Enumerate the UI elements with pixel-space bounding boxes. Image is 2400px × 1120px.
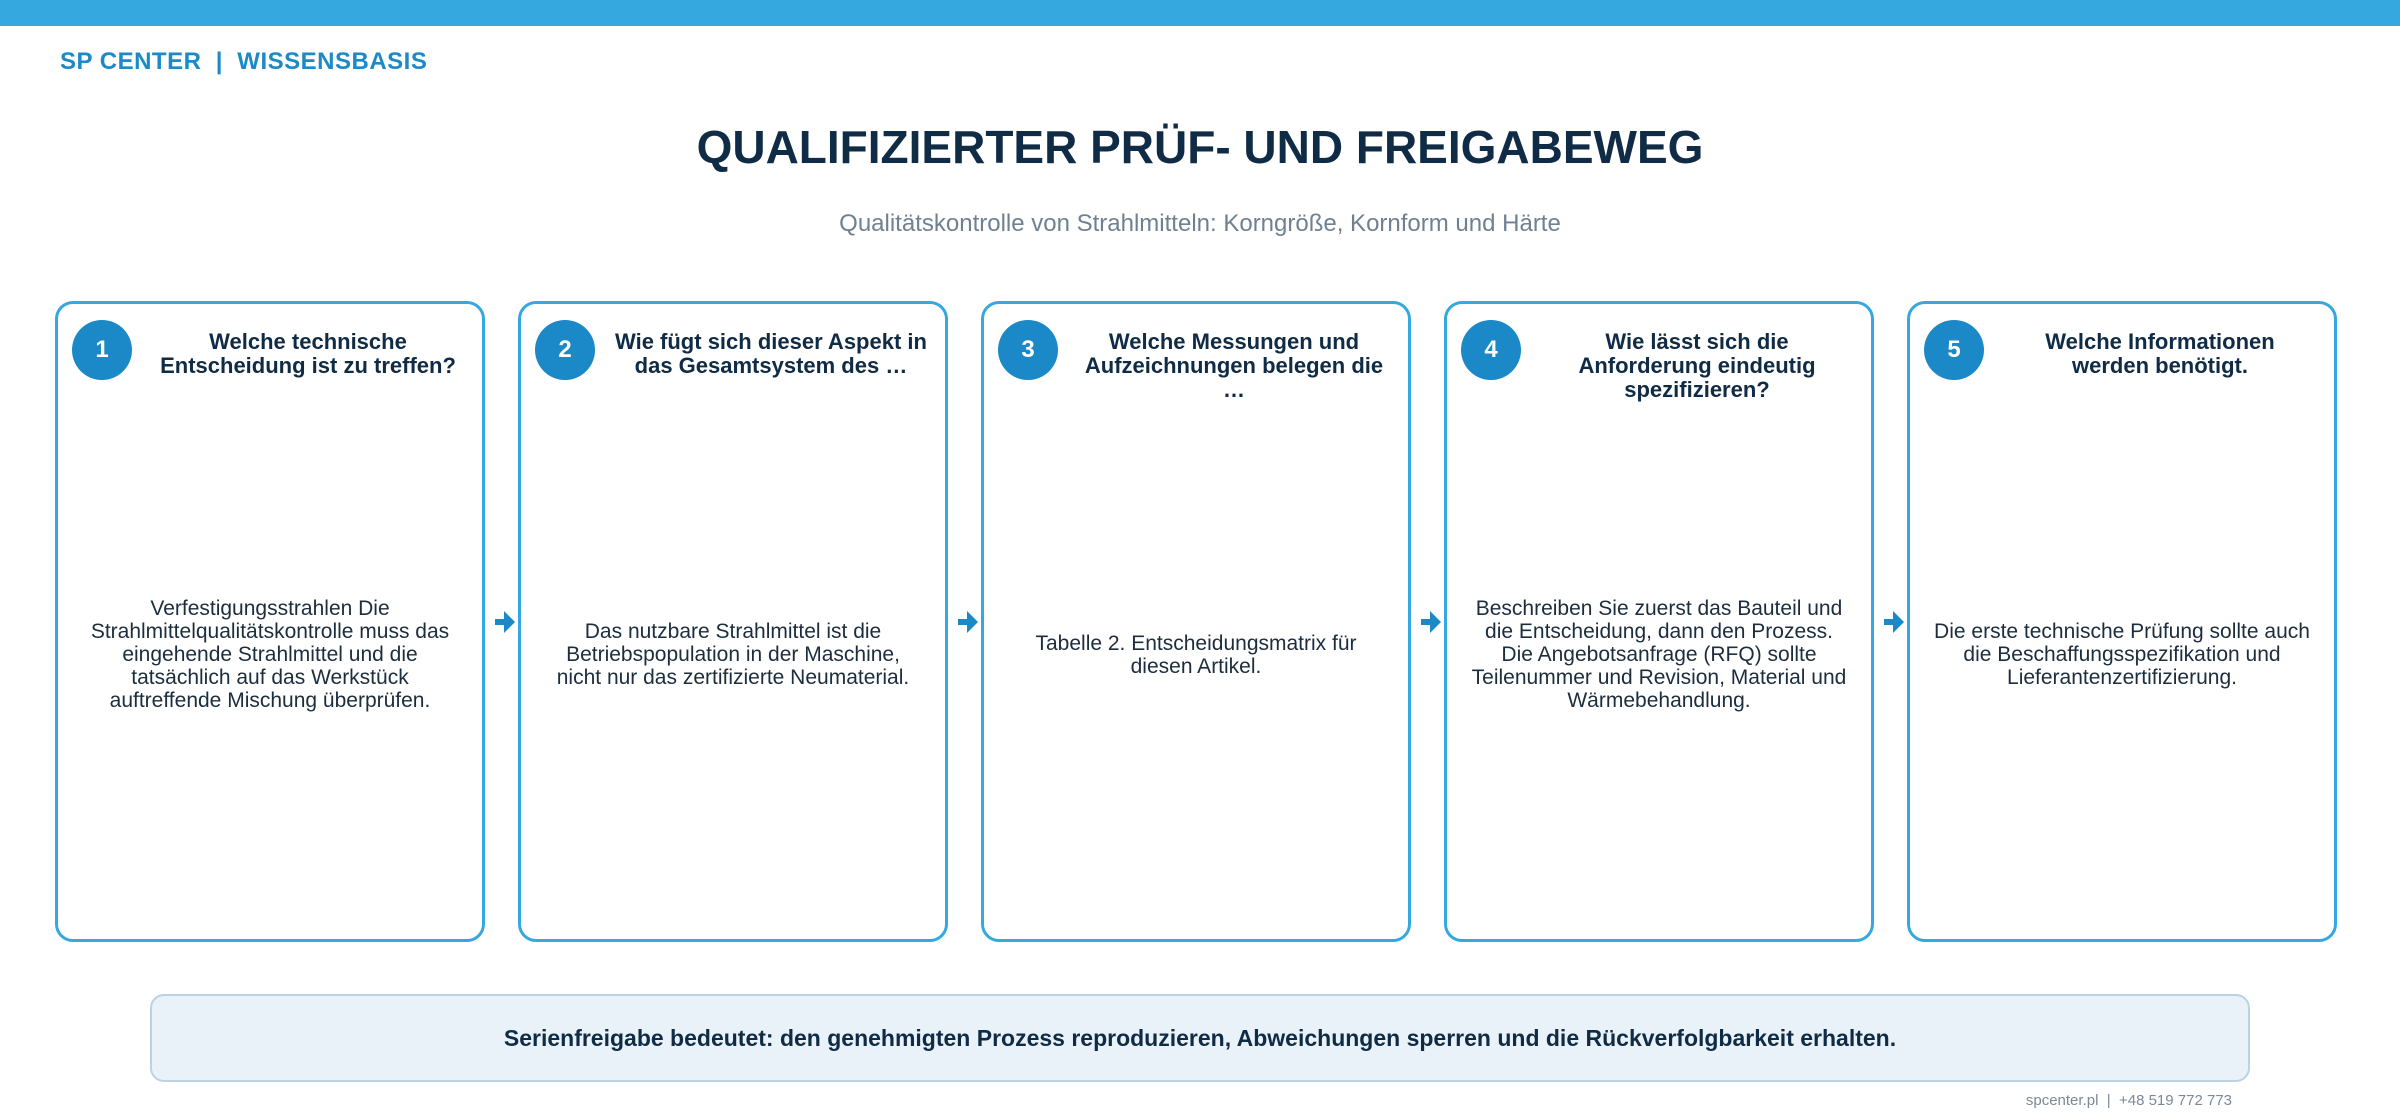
step-body	[543, 394, 923, 915]
step-body-text: Das nutzbare Strahlmittel ist die Betriebspopulation in der Maschine, nicht nur das zertifizierte Neumaterial.	[556, 620, 910, 689]
step-number-badge: 4	[1461, 320, 1521, 380]
arrow-right-icon	[1884, 611, 1904, 633]
arrow-right-icon	[958, 611, 978, 633]
step-title: Welche technische Entscheidung ist zu treffen?	[160, 329, 456, 378]
step-body-text: Die erste technische Prüfung sollte auch die Beschaffungsspezifikation und Lieferantenzertifizierung.	[1934, 620, 2310, 689]
step-card-4	[1444, 301, 1874, 942]
arrow-right-icon	[1421, 611, 1441, 633]
step-title: Wie fügt sich dieser Aspekt in das Gesamtsystem des …	[615, 329, 927, 378]
top-accent-bar	[0, 0, 2400, 26]
step-body	[80, 394, 460, 915]
step-card-3	[981, 301, 1411, 942]
step-body	[1469, 394, 1849, 915]
step-title: Wie lässt sich die Anforderung eindeutig spezifizieren?	[1578, 329, 1816, 402]
step-body-text: Tabelle 2. Entscheidungsmatrix für diesen Artikel.	[1035, 631, 1357, 678]
step-title: Welche Informationen werden benötigt.	[2045, 329, 2275, 378]
arrow-right-icon	[495, 611, 515, 633]
step-body-text: Beschreiben Sie zuerst das Bauteil und die Entscheidung, dann den Prozess. Die Angebotsanfrage (RFQ) sollte Teilenummer und Revision, Material und Wärmebehandlung.	[1471, 597, 1847, 712]
step-card-5	[1907, 301, 2337, 942]
step-body	[1006, 394, 1386, 915]
page-subtitle: Qualitätskontrolle von Strahlmitteln: Korngröße, Kornform und Härte	[839, 210, 1561, 237]
page-title: QUALIFIZIERTER PRÜF- UND FREIGABEWEG	[696, 121, 1704, 173]
summary-text: Serienfreigabe bedeutet: den genehmigten Prozess reproduzieren, Abweichungen sperren und die Rückverfolgbarkeit erhalten.	[503, 1024, 1897, 1051]
contact-info: spcenter.pl | +48 519 772 773	[2025, 1092, 2232, 1109]
step-number-badge: 5	[1924, 320, 1984, 380]
step-number-badge: 1	[72, 320, 132, 380]
summary-banner	[150, 994, 2250, 1082]
step-title: Welche Messungen und Aufzeichnungen belegen die …	[1084, 329, 1384, 402]
brand-label: SP CENTER | WISSENSBASIS	[60, 48, 428, 75]
step-number-badge: 3	[998, 320, 1058, 380]
step-card-1	[55, 301, 485, 942]
step-body	[1932, 394, 2312, 915]
step-card-2	[518, 301, 948, 942]
step-body-text: Verfestigungsstrahlen Die Strahlmittelqualitätskontrolle muss das eingehende Strahlmittel und die tatsächlich auf das Werkstück auftreffende Mischung überprüfen.	[90, 597, 450, 712]
step-number-badge: 2	[535, 320, 595, 380]
